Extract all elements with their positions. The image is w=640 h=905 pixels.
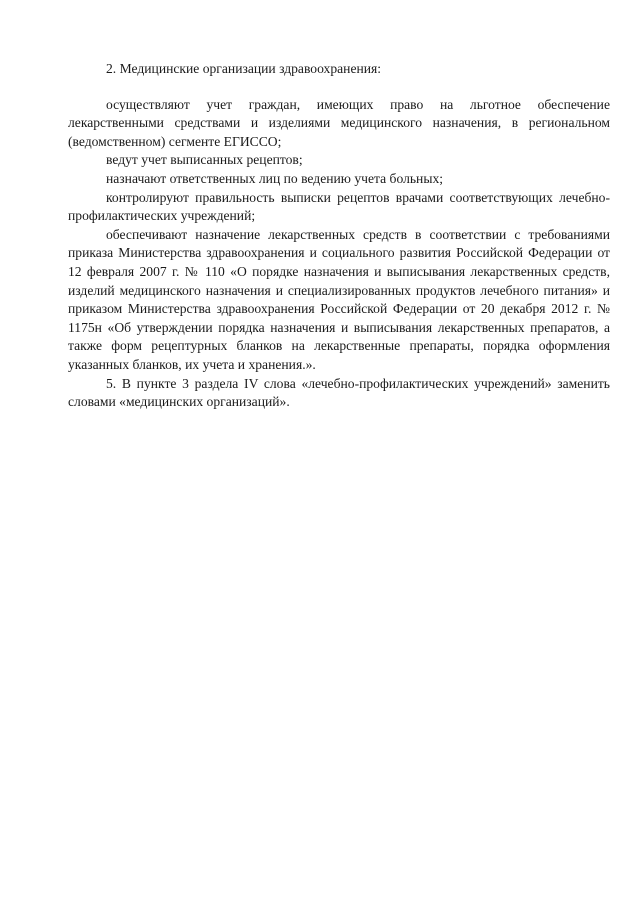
- paragraph-responsible-persons: назначают ответственных лиц по ведению учета больных;: [106, 170, 444, 186]
- paragraph-prescriptions: ведут учет выписанных рецептов;: [106, 152, 303, 168]
- section-heading: 2. Медицинские организации здравоохранения:: [106, 61, 382, 76]
- paragraph-provision: обеспечивают назначение лекарственных средств в соответствии с требованиями приказа Министерства здравоохранения и социального развития Российской Федерации от 12 февраля 2007 г. № 110 «О порядке назначения и выписывания лекарственных средств, изделий медицинского назначения и специализированных продуктов лечебного питания» и приказом Министерства здравоохранения Российской Федерации от 20 декабря 2012 г. № 1175н «Об утверждении порядка назначения и выписывания лекарственных препаратов, а также форм рецептурных бланков на лекарственные препараты, порядка оформления указанных бланков, их учета и хранения.».: [68, 226, 610, 372]
- paragraph-amendment: 5. В пункте 3 раздела IV слова «лечебно-профилактических учреждений» заменить словами «медицинских организаций».: [68, 375, 610, 410]
- paragraph-registration: осуществляют учет граждан, имеющих право на льготное обеспечение лекарственными средствами и изделиями медицинского назначения, в региональном (ведомственном) сегменте ЕГИССО;: [68, 96, 610, 149]
- paragraph-control: контролируют правильность выписки рецептов врачами соответствующих лечебно-профилактических учреждений;: [68, 189, 610, 224]
- document-page: [68, 60, 610, 412]
